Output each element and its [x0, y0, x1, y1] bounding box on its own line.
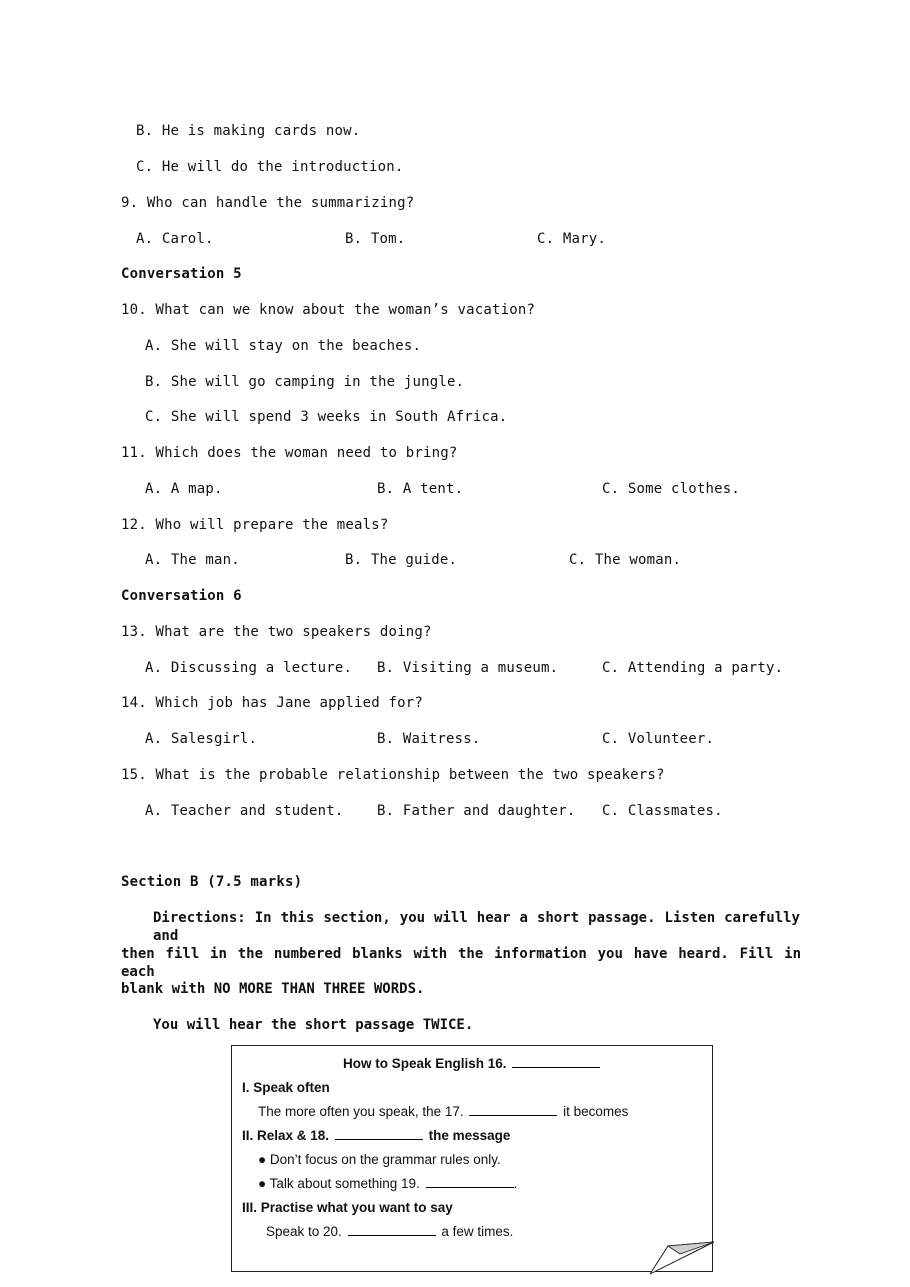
notes-bullet-2-text: Talk about something 19.: [269, 1176, 420, 1191]
blank-17[interactable]: [469, 1103, 557, 1116]
q12-question: 12. Who will prepare the meals?: [121, 517, 389, 533]
notes-bullet-1-text: Don’t focus on the grammar rules only.: [269, 1152, 501, 1167]
bullet-icon: ●: [258, 1176, 267, 1191]
section-b-heading: Section B (7.5 marks): [121, 874, 303, 890]
notes-title-text: How to Speak English 16.: [343, 1056, 507, 1071]
notes-title: [343, 1055, 602, 1072]
q11-question: 11. Which does the woman need to bring?: [121, 445, 458, 461]
notes-line-1: [258, 1103, 628, 1120]
q9-option-c: C. Mary.: [537, 231, 607, 247]
blank-16[interactable]: [512, 1055, 600, 1068]
bullet-icon: ●: [258, 1152, 267, 1167]
conversation-5-heading: Conversation 5: [121, 266, 242, 282]
q12-option-c: C. The woman.: [569, 552, 682, 568]
blank-19[interactable]: [426, 1175, 514, 1188]
q11-option-c: C. Some clothes.: [602, 481, 741, 497]
notes-bullet-2: [258, 1175, 517, 1192]
q12-option-a: A. The man.: [145, 552, 240, 568]
q9-question: 9. Who can handle the summarizing?: [121, 195, 415, 211]
directions-line-3: blank with NO MORE THAN THREE WORDS.: [121, 981, 425, 997]
notes-bullet-2-suffix: .: [513, 1176, 518, 1191]
notes-heading-2-suffix: the message: [428, 1128, 511, 1143]
q8-option-c: C. He will do the introduction.: [136, 159, 404, 175]
notes-heading-1: I. Speak often: [242, 1080, 330, 1095]
twice-note: You will hear the short passage TWICE.: [153, 1017, 474, 1033]
q13-question: 13. What are the two speakers doing?: [121, 624, 432, 640]
q14-option-b: B. Waitress.: [377, 731, 481, 747]
notes-line-3: [266, 1223, 513, 1240]
notes-heading-3: III. Practise what you want to say: [242, 1200, 453, 1215]
notes-line-1-suffix: it becomes: [563, 1104, 629, 1119]
conversation-6-heading: Conversation 6: [121, 588, 242, 604]
q13-option-a: A. Discussing a lecture.: [145, 660, 353, 676]
q15-option-a: A. Teacher and student.: [145, 803, 344, 819]
blank-20[interactable]: [348, 1223, 436, 1236]
q11-option-b: B. A tent.: [377, 481, 464, 497]
q11-option-a: A. A map.: [145, 481, 223, 497]
q13-option-b: B. Visiting a museum.: [377, 660, 559, 676]
q9-option-a: A. Carol.: [136, 231, 214, 247]
q12-option-b: B. The guide.: [345, 552, 458, 568]
q15-option-c: C. Classmates.: [602, 803, 723, 819]
notes-bullet-1: [258, 1151, 501, 1168]
notes-heading-2: [242, 1127, 510, 1144]
q14-option-a: A. Salesgirl.: [145, 731, 258, 747]
q13-option-c: C. Attending a party.: [602, 660, 784, 676]
q14-option-c: C. Volunteer.: [602, 731, 715, 747]
q10-option-a: A. She will stay on the beaches.: [145, 338, 422, 354]
page-curl-icon: [650, 1240, 716, 1276]
q10-question: 10. What can we know about the woman’s vacation?: [121, 302, 536, 318]
blank-18[interactable]: [335, 1127, 423, 1140]
notes-line-3-suffix: a few times.: [441, 1224, 514, 1239]
notes-line-1-text: The more often you speak, the 17.: [258, 1104, 464, 1119]
q15-option-b: B. Father and daughter.: [377, 803, 576, 819]
directions-line-1: Directions: In this section, you will hear a short passage. Listen carefully and: [153, 910, 800, 944]
notes-line-3-text: Speak to 20.: [266, 1224, 342, 1239]
q10-option-b: B. She will go camping in the jungle.: [145, 374, 465, 390]
directions-line-2: then fill in the numbered blanks with the information you have heard. Fill in each: [121, 946, 801, 980]
q14-question: 14. Which job has Jane applied for?: [121, 695, 424, 711]
notes-heading-2-text: II. Relax & 18.: [242, 1128, 330, 1143]
q15-question: 15. What is the probable relationship between the two speakers?: [121, 767, 665, 783]
q8-option-b: B. He is making cards now.: [136, 123, 361, 139]
q9-option-b: B. Tom.: [345, 231, 406, 247]
q10-option-c: C. She will spend 3 weeks in South Africa.: [145, 409, 508, 425]
